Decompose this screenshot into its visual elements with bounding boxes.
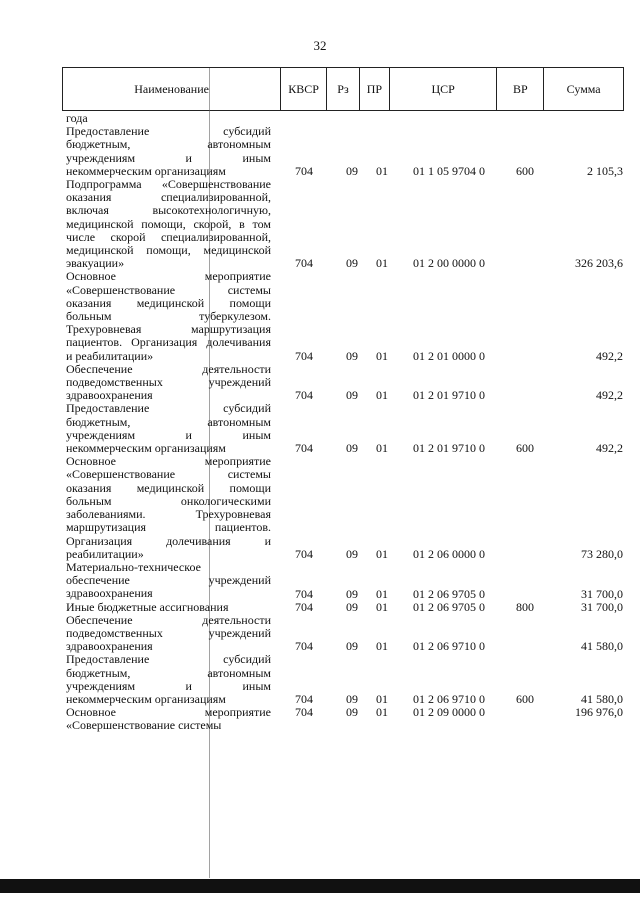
row-rz: 09 (346, 639, 358, 654)
row-name-line: Организация долечивания и (66, 533, 271, 548)
table-row (62, 455, 624, 561)
row-sum: 492,2 (596, 388, 623, 403)
row-csr: 01 2 00 0000 0 (413, 256, 485, 271)
row-name (62, 178, 271, 270)
row-name-line: «Совершенствование системы (66, 718, 222, 733)
row-name-line: реабилитации» (66, 546, 144, 561)
row-name (62, 614, 271, 654)
table-row (62, 706, 624, 732)
row-sum: 31 700,0 (581, 599, 623, 614)
row-csr: 01 2 01 9710 0 (413, 388, 485, 403)
row-name-line: больным онкологическими (66, 493, 271, 508)
row-rz: 09 (346, 586, 358, 601)
row-sum: 2 105,3 (587, 164, 623, 179)
row-name-line: числе скорой специализированной, (66, 229, 271, 244)
row-name-line: Предоставление субсидий (66, 124, 271, 139)
row-name (62, 363, 271, 403)
row-csr: 01 2 06 9705 0 (413, 599, 485, 614)
row-pr: 01 (376, 388, 388, 403)
row-name-line: учреждениям и иным (66, 427, 271, 442)
table-row (62, 178, 624, 270)
table-row (62, 270, 624, 362)
table-row (62, 363, 624, 403)
row-name-line: бюджетным, автономным (66, 414, 271, 429)
row-name-line: обеспечение учреждений (66, 573, 271, 588)
row-name (62, 455, 271, 561)
row-pr: 01 (376, 441, 388, 456)
table-row (62, 601, 624, 614)
row-name-line: некоммерческим организациям (66, 163, 226, 178)
row-sum: 41 580,0 (581, 639, 623, 654)
row-rz: 09 (346, 599, 358, 614)
row-sum: 41 580,0 (581, 692, 623, 707)
row-sum: 196 976,0 (575, 705, 623, 720)
row-pr: 01 (376, 348, 388, 363)
header-vr: ВР (497, 68, 544, 110)
row-name-line: подведомственных учреждений (66, 375, 271, 390)
header-name: Наименование (63, 68, 281, 110)
row-csr: 01 1 05 9704 0 (413, 164, 485, 179)
row-name-line: здравоохранения (66, 639, 153, 654)
table-body (62, 112, 624, 733)
row-name-line: года (66, 111, 88, 125)
row-name-line: Трехуровневая маршрутизация (66, 322, 271, 337)
row-name-line: включая высокотехнологичную, (66, 203, 271, 218)
header-sum: Сумма (566, 81, 601, 96)
row-name-line: медицинской помощи, медицинской (66, 243, 271, 258)
row-pr: 01 (376, 692, 388, 707)
row-pr: 01 (376, 586, 388, 601)
header-csr: ЦСР (390, 68, 498, 110)
row-name-line: Основное мероприятие (66, 705, 271, 720)
row-csr: 01 2 06 9710 0 (413, 692, 485, 707)
row-name (62, 270, 271, 362)
row-kvsr: 704 (295, 441, 313, 456)
row-name-line: Предоставление субсидий (66, 652, 271, 667)
row-pr: 01 (376, 256, 388, 271)
table-row (62, 561, 624, 601)
row-pr: 01 (376, 639, 388, 654)
row-kvsr: 704 (295, 348, 313, 363)
row-name-line: пациентов. Организация долечивания (66, 335, 271, 350)
row-kvsr: 704 (295, 639, 313, 654)
row-kvsr: 704 (295, 599, 313, 614)
row-name-line: эвакуации» (66, 256, 125, 271)
row-pr: 01 (376, 164, 388, 179)
table-row (62, 125, 624, 178)
row-rz: 09 (346, 256, 358, 271)
row-name-line: учреждениям и иным (66, 150, 271, 165)
table-row (62, 653, 624, 706)
row-name-line: Обеспечение деятельности (66, 612, 271, 627)
row-kvsr: 704 (295, 705, 313, 720)
row-vr: 600 (516, 692, 534, 707)
row-name-line: Подпрограмма «Совершенствование (66, 177, 271, 192)
row-vr: 600 (516, 441, 534, 456)
row-kvsr: 704 (295, 388, 313, 403)
row-pr: 01 (376, 546, 388, 561)
row-name-line: бюджетным, автономным (66, 137, 271, 152)
row-name-line: некоммерческим организациям (66, 441, 226, 456)
row-name-line: и реабилитации» (66, 348, 154, 363)
row-rz: 09 (346, 692, 358, 707)
row-name-line: оказания медицинской помощи (66, 480, 271, 495)
row-name-line: здравоохранения (66, 388, 153, 403)
header-kvsr: КВСР (281, 68, 327, 110)
row-name-line: Обеспечение деятельности (66, 361, 271, 376)
row-vr: 800 (516, 599, 534, 614)
row-name-line: больным туберкулезом. (66, 309, 271, 324)
row-rz: 09 (346, 388, 358, 403)
row-rz: 09 (346, 164, 358, 179)
page-number: 32 (313, 38, 327, 53)
row-sum: 492,2 (596, 348, 623, 363)
row-csr: 01 2 09 0000 0 (413, 705, 485, 720)
row-rz: 09 (346, 546, 358, 561)
row-pr: 01 (376, 599, 388, 614)
row-csr: 01 2 06 9710 0 (413, 639, 485, 654)
row-vr: 600 (516, 164, 534, 179)
row-csr: 01 2 01 9710 0 (413, 441, 485, 456)
row-rz: 09 (346, 441, 358, 456)
row-rz: 09 (346, 348, 358, 363)
row-kvsr: 704 (295, 586, 313, 601)
row-name (62, 653, 271, 706)
row-csr: 01 2 06 0000 0 (413, 546, 485, 561)
row-name-line: здравоохранения (66, 586, 153, 601)
row-kvsr: 704 (295, 692, 313, 707)
row-name-line: подведомственных учреждений (66, 625, 271, 640)
row-name-line: некоммерческим организациям (66, 691, 226, 706)
row-pr: 01 (376, 705, 388, 720)
row-name-line: оказания медицинской помощи (66, 295, 271, 310)
row-name-line: маршрутизация пациентов. (66, 520, 271, 535)
row-name-line: Предоставление субсидий (66, 401, 271, 416)
row-kvsr: 704 (295, 256, 313, 271)
row-name-line: бюджетным, автономным (66, 665, 271, 680)
table-row (62, 614, 624, 654)
row-name-line: заболеваниями. Трехуровневая (66, 507, 271, 522)
row-csr: 01 2 01 0000 0 (413, 348, 485, 363)
row-kvsr: 704 (295, 546, 313, 561)
row-rz: 09 (346, 705, 358, 720)
row-sum: 31 700,0 (581, 586, 623, 601)
row-name (62, 125, 271, 178)
row-name (62, 601, 271, 614)
row-name (62, 561, 271, 601)
row-name-line: Материально-техническое (66, 559, 201, 574)
header-rz: Рз (327, 68, 360, 110)
row-name (62, 402, 271, 455)
row-csr: 01 2 06 9705 0 (413, 586, 485, 601)
table-header (62, 67, 624, 111)
row-sum: 492,2 (596, 441, 623, 456)
row-name (62, 706, 271, 732)
row-name-line: Иные бюджетные ассигнования (66, 599, 229, 614)
row-name-line: Основное мероприятие (66, 454, 271, 469)
row-kvsr: 704 (295, 164, 313, 179)
row-name-line: «Совершенствование системы (66, 282, 271, 297)
row-sum: 326 203,6 (575, 256, 623, 271)
scan-edge (0, 879, 640, 893)
row-sum: 73 280,0 (581, 546, 623, 561)
row-name-line: оказания специализированной, (66, 190, 271, 205)
row-name-line: «Совершенствование системы (66, 467, 271, 482)
row-name-line: учреждениям и иным (66, 678, 271, 693)
header-pr: ПР (360, 68, 390, 110)
row-name-line: медицинской помощи, скорой, в том (66, 216, 271, 231)
row-name-line: Основное мероприятие (66, 269, 271, 284)
table-row (62, 402, 624, 455)
